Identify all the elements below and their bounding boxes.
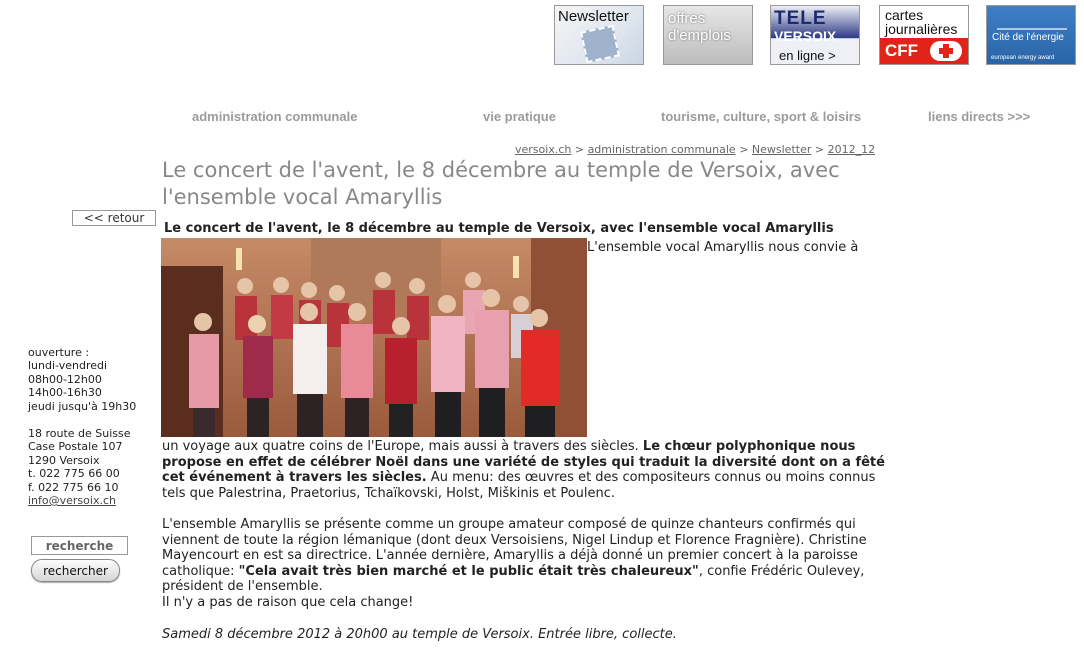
- cff-cards-label: cartes journalières: [885, 7, 958, 37]
- email-link[interactable]: info@versoix.ch: [28, 494, 116, 508]
- tele-label: TELE: [774, 8, 827, 29]
- nav-administration[interactable]: administration communale: [192, 109, 358, 124]
- versoix-label: VERSOIX: [774, 28, 837, 44]
- choir-photo: [161, 238, 587, 437]
- hours-line: ouverture :: [28, 346, 90, 359]
- p2-quote: "Cela avait très bien marché et le public était très chaleureux": [238, 563, 699, 579]
- en-ligne-label: en ligne >: [779, 48, 836, 63]
- energy-city-banner-link[interactable]: [986, 5, 1076, 65]
- breadcrumb-current-link[interactable]: 2012_12: [827, 143, 876, 156]
- hours-line: jeudi jusqu'à 19h30: [28, 399, 137, 413]
- address-line: 1290 Versoix: [28, 453, 100, 467]
- address-block: [28, 427, 131, 507]
- energy-award-label: european energy award: [991, 55, 1055, 61]
- breadcrumb-newsletter-link[interactable]: Newsletter: [751, 143, 812, 156]
- p2-text-a: L'ensemble Amaryllis se présente comme un groupe amateur composé de quinze chanteurs confirmés qui viennent de toute la région lémanique (dont deux Versoisiens, Nigel Lindup et Florence Fragnière). Christine Mayencourt en est sa directrice. L'année dernière, Amaryllis a déjà donné un premier concert à la paroisse catholique:: [162, 517, 867, 579]
- nav-liens-directs[interactable]: liens directs >>>: [928, 109, 1031, 124]
- article-paragraph-1: [162, 439, 887, 501]
- address-line: 18 route de Suisse: [28, 427, 131, 440]
- hours-line: lundi-vendredi: [28, 359, 108, 373]
- p1-text-a: un voyage aux quatre coins de l'Europe, mais aussi à travers des siècles.: [162, 439, 643, 454]
- article-heading: Le concert de l'avent, le 8 décembre au temple de Versoix, avec l'ensemble vocal Amaryllis: [164, 221, 834, 236]
- breadcrumb-admin-link[interactable]: administration communale: [587, 143, 736, 156]
- job-offers-banner-link[interactable]: [663, 5, 753, 65]
- breadcrumb-separator: >: [739, 143, 749, 156]
- article-intro-line: L'ensemble vocal Amaryllis nous convie à: [587, 240, 859, 255]
- p2-text-d: Il n'y a pas de raison que cela change!: [162, 594, 414, 610]
- back-button[interactable]: << retour: [72, 210, 156, 226]
- cff-day-cards-banner-link[interactable]: [879, 5, 969, 65]
- swiss-cross-icon: [930, 41, 962, 61]
- breadcrumb: [515, 143, 875, 156]
- newsletter-banner-label: Newsletter: [558, 8, 629, 25]
- search-button[interactable]: rechercher: [31, 559, 120, 582]
- choir-photo-image: [161, 238, 587, 437]
- p1-text-c: Au menu: des œuvres et des compositeurs connus ou moins connus tels que Palestrina, Praetorius, Tchaïkovski, Holst, Miškinis et Poulenc.: [162, 470, 876, 501]
- job-offers-banner-label: offres d'emplois: [668, 10, 731, 44]
- p2-text-c: , confie Frédéric Oulevey, président de l'ensemble.: [162, 563, 865, 595]
- breadcrumb-separator: >: [574, 143, 585, 156]
- breadcrumb-separator: >: [814, 143, 825, 156]
- city-skyline-icon: [997, 12, 1067, 30]
- nav-vie-pratique[interactable]: vie pratique: [483, 109, 556, 124]
- stamp-icon: [580, 25, 620, 63]
- hours-line: 14h00-16h30: [28, 386, 102, 400]
- article-paragraph-2: [162, 517, 887, 611]
- fax-line: f. 022 775 66 10: [28, 480, 119, 494]
- nav-tourisme[interactable]: tourisme, culture, sport & loisirs: [661, 109, 862, 124]
- search-input[interactable]: [31, 536, 128, 555]
- opening-hours: [28, 346, 136, 413]
- cff-logo-text: CFF: [885, 41, 919, 60]
- p1-text-bold: Le chœur polyphonique nous propose en effet de célébrer Noël dans une variété de styles qui traduit la diversité dont on a fêté cet événement à travers les siècles.: [162, 439, 885, 486]
- energy-city-label: Cité de l'énergie: [992, 32, 1064, 43]
- phone-line: t. 022 775 66 00: [28, 467, 120, 481]
- breadcrumb-home-link[interactable]: versoix.ch: [515, 143, 572, 156]
- hours-line: 08h00-12h00: [28, 372, 102, 386]
- event-date-line: Samedi 8 décembre 2012 à 20h00 au temple de Versoix. Entrée libre, collecte.: [162, 627, 677, 642]
- page-title: Le concert de l'avent, le 8 décembre au temple de Versoix, avec l'ensemble vocal Amaryllis: [162, 158, 840, 209]
- address-line: Case Postale 107: [28, 440, 123, 454]
- tele-versoix-banner-link[interactable]: [770, 5, 860, 65]
- newsletter-banner-link[interactable]: [554, 5, 644, 65]
